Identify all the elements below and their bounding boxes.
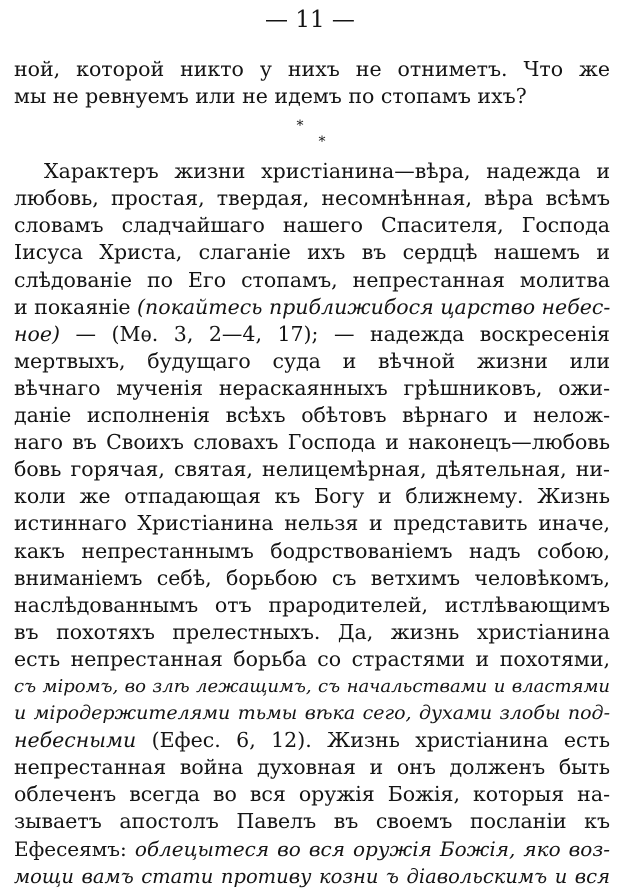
text-line [14, 294, 610, 321]
text-run: слѣдованіе по Его стопамъ, непрестанная молитва [14, 267, 610, 292]
text-line [14, 56, 610, 83]
text-line [14, 212, 610, 239]
text-line [14, 267, 610, 294]
italic-quote: съ міромъ, во злѣ лежащимъ, съ начальствами и властями [14, 675, 610, 697]
text-run: мы не ревнуемъ или не идемъ по стопамъ ихъ? [14, 84, 527, 109]
text-run: мертвыхъ, будущаго суда и вѣчной жизни или [14, 348, 610, 373]
text-line [14, 863, 610, 890]
text-line [14, 754, 610, 781]
asterism-mark: * [318, 134, 326, 151]
text-run: ной, которой никто у нихъ не отниметъ. Что же [14, 57, 610, 81]
text-run: коли же отпадающая къ Богу и ближнему. Жизнь [14, 484, 610, 509]
italic-quote: (покайтесь приближибося царство небес- [137, 294, 610, 319]
text-line [14, 510, 610, 537]
text-run: и покаяніе [14, 294, 138, 319]
text-line [14, 158, 610, 185]
text-line [14, 483, 610, 510]
text-line [14, 619, 610, 646]
text-run: даніе исполненія всѣхъ обѣтовъ вѣрнаго и нелож- [14, 403, 610, 428]
text-line [14, 321, 610, 348]
section-asterism [14, 110, 610, 158]
text-line [14, 185, 610, 212]
text-run: есть непрестанная борьба со страстями и похотями, [14, 646, 610, 671]
text-run: вниманіемъ себѣ, борьбою съ ветхимъ человѣкомъ, [14, 565, 610, 590]
text-run: въ похотяхъ прелестныхъ. Да, жизнь христіанина [14, 619, 610, 644]
body-text [14, 56, 610, 890]
text-line [14, 781, 610, 808]
text-run: зываетъ апостолъ Павелъ въ своемъ посланіи къ [14, 809, 610, 834]
text-run: Характеръ жизни христіанина—вѣра, надежда и [44, 159, 610, 184]
text-line [14, 673, 610, 700]
text-line [14, 538, 610, 565]
text-run: словамъ сладчайшаго нашего Спасителя, Господа [14, 213, 610, 238]
text-line [14, 592, 610, 619]
italic-quote: облецытеся во вся оружія Божія, яко воз- [134, 836, 610, 861]
text-run: истиннаго Христіанина нельзя и представить иначе, [14, 511, 610, 536]
text-line [14, 646, 610, 673]
text-line [14, 808, 610, 835]
text-line [14, 83, 610, 110]
text-line [14, 348, 610, 375]
text-line [14, 565, 610, 592]
text-run: (Ефес. 6, 12). Жизнь христіанина есть [136, 728, 610, 753]
text-line [14, 456, 610, 483]
text-run: Ефесеямъ: [14, 836, 135, 861]
text-run: Іисуса Христа, слаганіе ихъ въ сердцѣ нашемъ и [14, 240, 610, 265]
text-run: бовь горячая, святая, нелицемѣрная, дѣятельная, ни- [14, 457, 610, 482]
text-run: непрестанная война духовная и онъ долженъ быть [14, 755, 610, 780]
text-line [14, 239, 610, 266]
text-run: вѣчнаго мученія нераскаянныхъ грѣшниковъ, ожи- [14, 375, 610, 400]
text-run: наго въ Своихъ словахъ Господа и наконецъ—любовь [14, 430, 610, 455]
text-line [14, 700, 610, 727]
text-line [14, 429, 610, 456]
text-line [14, 727, 610, 754]
page-number: — 11 — [265, 7, 355, 33]
italic-quote: ное) [14, 321, 60, 346]
italic-quote: и міродержителями тьмы вѣка сего, духами злобы под- [14, 702, 610, 725]
italic-quote: мощи вамъ стати противу козни ъ діавольскимъ и вся [14, 864, 610, 888]
text-run: любовь, простая, твердая, несомнѣнная, вѣра всѣмъ [14, 186, 610, 211]
asterism-mark: * [296, 118, 304, 135]
text-run: наслѣдованнымъ отъ прародителей, истлѣвающимъ [14, 592, 610, 617]
text-line [14, 375, 610, 402]
italic-quote: небесными [14, 728, 137, 753]
text-run: облеченъ всегда во вся оружія Божія, которыя на- [14, 782, 610, 807]
text-line [14, 402, 610, 429]
text-line [14, 836, 610, 863]
text-run: какъ непрестаннымъ бодрствованіемъ надъ собою, [14, 538, 610, 563]
text-run: — (Мѳ. 3, 2—4, 17); — надежда воскресенія [59, 321, 610, 346]
